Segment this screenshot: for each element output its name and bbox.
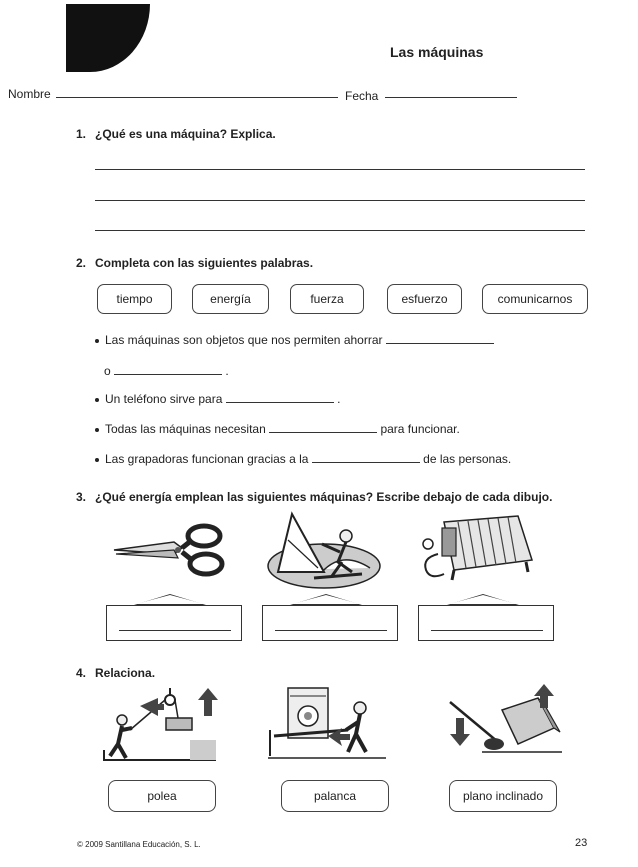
sentence-1-text: Las máquinas son objetos que nos permiten ahorrar xyxy=(105,333,383,347)
arrow-up-icon xyxy=(447,594,519,605)
page-number: 23 xyxy=(575,837,588,849)
sentence-1-cont xyxy=(104,364,229,378)
bullet-dot xyxy=(95,458,99,462)
page-title: Las máquinas xyxy=(390,44,484,60)
bullet-dot xyxy=(95,428,99,432)
copyright-notice: © 2009 Santillana Educación, S. L. xyxy=(77,840,201,849)
sentence-2-period: . xyxy=(337,392,341,406)
energy-answer-box-3[interactable] xyxy=(418,605,554,641)
sentence-4 xyxy=(95,452,511,466)
heater-drawing xyxy=(414,514,548,584)
sentence-1-or: o xyxy=(104,364,111,378)
q1-answer-line-3[interactable] xyxy=(95,230,585,231)
sentence-4-text: Las grapadoras funcionan gracias a la xyxy=(105,452,309,466)
answer-line xyxy=(119,630,231,631)
sentence-4-blank[interactable] xyxy=(312,452,420,463)
q4-text: Relaciona. xyxy=(95,666,156,680)
sentence-3-end: para funcionar. xyxy=(380,422,460,436)
q4-number: 4. xyxy=(76,666,87,680)
fecha-label: Fecha xyxy=(345,89,379,103)
bullet-dot xyxy=(95,339,99,343)
sentence-1-blank-2[interactable] xyxy=(114,364,222,375)
lever-drawing xyxy=(268,686,388,762)
windsurf-drawing xyxy=(262,510,382,590)
relate-option-plano-inclinado[interactable]: plano inclinado xyxy=(449,780,557,812)
word-box-energia: energía xyxy=(192,284,269,314)
arrow-up-icon xyxy=(134,594,206,605)
pulley-drawing xyxy=(100,688,220,763)
scissors-drawing xyxy=(112,520,232,582)
answer-line xyxy=(431,630,543,631)
sentence-3-blank[interactable] xyxy=(269,422,377,433)
energy-answer-box-1[interactable] xyxy=(106,605,242,641)
q1-answer-line-1[interactable] xyxy=(95,169,585,170)
word-box-tiempo: tiempo xyxy=(97,284,172,314)
sentence-1-period: . xyxy=(225,364,229,378)
relate-option-polea[interactable]: polea xyxy=(108,780,216,812)
ramp-drawing xyxy=(442,688,566,760)
corner-decoration xyxy=(66,4,150,72)
sentence-2-blank[interactable] xyxy=(226,392,334,403)
sentence-3 xyxy=(95,422,460,436)
q2-number: 2. xyxy=(76,256,87,270)
sentence-2-text: Un teléfono sirve para xyxy=(105,392,223,406)
fecha-field[interactable] xyxy=(385,97,517,98)
q3-text: ¿Qué energía emplean las siguientes máquinas? Escribe debajo de cada dibujo. xyxy=(95,490,553,504)
sentence-2 xyxy=(95,392,340,406)
q3-number: 3. xyxy=(76,490,87,504)
q2-text: Completa con las siguientes palabras. xyxy=(95,256,314,270)
nombre-field[interactable] xyxy=(56,97,338,98)
q1-answer-line-2[interactable] xyxy=(95,200,585,201)
q1-text: ¿Qué es una máquina? Explica. xyxy=(95,127,276,141)
nombre-label: Nombre xyxy=(8,87,51,101)
word-box-comunicarnos: comunicarnos xyxy=(482,284,588,314)
word-box-fuerza: fuerza xyxy=(290,284,364,314)
sentence-1-blank-1[interactable] xyxy=(386,333,494,344)
sentence-3-text: Todas las máquinas necesitan xyxy=(105,422,266,436)
arrow-up-icon xyxy=(290,594,362,605)
relate-option-palanca[interactable]: palanca xyxy=(281,780,389,812)
sentence-4-end: de las personas. xyxy=(423,452,512,466)
answer-line xyxy=(275,630,387,631)
word-box-esfuerzo: esfuerzo xyxy=(387,284,462,314)
energy-answer-box-2[interactable] xyxy=(262,605,398,641)
sentence-1 xyxy=(95,333,494,347)
bullet-dot xyxy=(95,398,99,402)
q1-number: 1. xyxy=(76,127,87,141)
